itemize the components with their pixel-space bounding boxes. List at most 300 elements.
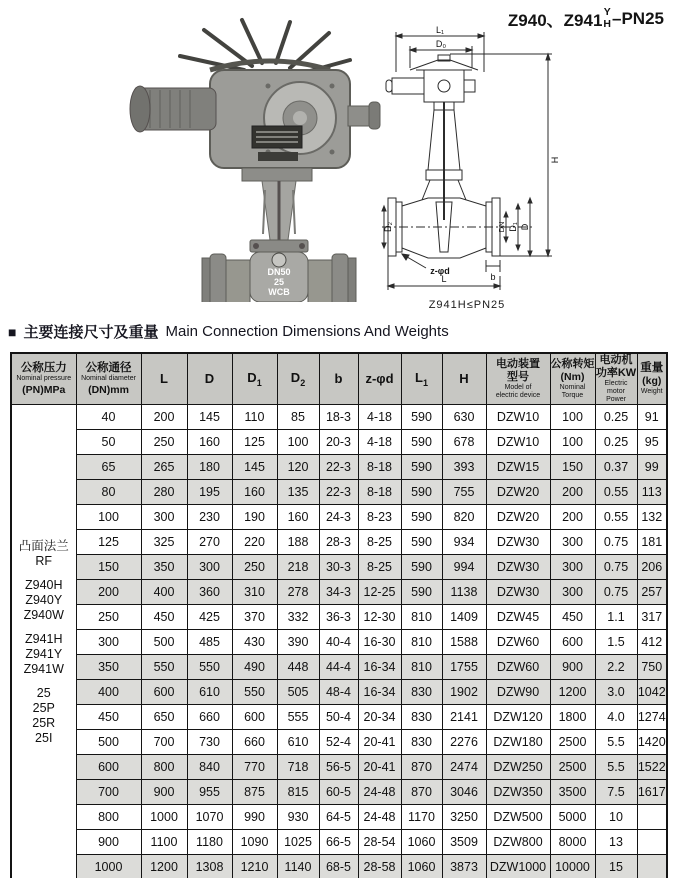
table-cell: 500 [141,630,187,655]
table-cell: 8-18 [358,480,401,505]
table-cell: DZW15 [486,455,550,480]
table-cell: 1274 [637,705,667,730]
table-cell: 8-25 [358,530,401,555]
table-cell: 1210 [232,855,277,878]
table-cell: 934 [442,530,486,555]
table-cell: 770 [232,755,277,780]
table-cell: 5.5 [595,730,637,755]
table-cell: 448 [277,655,319,680]
table-cell: 190 [232,505,277,530]
table-cell: 40-4 [319,630,358,655]
table-cell: 718 [277,755,319,780]
table-cell: 1070 [187,805,232,830]
table-cell: 5000 [550,805,595,830]
table-cell: DZW30 [486,530,550,555]
table-cell: 0.25 [595,430,637,455]
table-cell: 135 [277,480,319,505]
table-cell: 30-3 [319,555,358,580]
table-cell: 830 [401,680,442,705]
table-cell: 660 [187,705,232,730]
table-cell: 430 [232,630,277,655]
table-cell: 900 [76,830,141,855]
table-cell: 16-30 [358,630,401,655]
col-header-zd: z-φd [358,353,401,405]
table-cell: 7.5 [595,780,637,805]
pressure-line: Z940Y [25,592,63,607]
table-cell: 1060 [401,855,442,878]
table-cell: 1755 [442,655,486,680]
table-cell: 678 [442,430,486,455]
table-cell: 195 [187,480,232,505]
table-cell: 930 [277,805,319,830]
table-cell: 28-54 [358,830,401,855]
table-cell: 220 [232,530,277,555]
table-cell: DZW120 [486,705,550,730]
table-cell: 1.1 [595,605,637,630]
table-cell: 300 [141,505,187,530]
table-cell: 650 [141,705,187,730]
table-cell: 300 [550,555,595,580]
table-cell: 1170 [401,805,442,830]
col-header-diameter: 公称通径 Nominal diameter (DN)mm [76,353,141,405]
table-cell: 590 [401,555,442,580]
table-cell: 412 [637,630,667,655]
table-cell: 257 [637,580,667,605]
table-cell: 610 [277,730,319,755]
table-cell: 64-5 [319,805,358,830]
table-cell: 610 [187,680,232,705]
table-header-row [11,353,667,405]
col-header-D2: $D_2$ [277,353,319,405]
dim-label-DN: DN [497,221,506,233]
table-cell: 2141 [442,705,486,730]
table-cell: 3046 [442,780,486,805]
table-cell: 160 [277,505,319,530]
table-cell: 4-18 [358,405,401,430]
table-cell: 3509 [442,830,486,855]
section-heading [8,321,449,342]
section-heading-cn: 主要连接尺寸及重量 [23,324,159,341]
table-cell: 100 [76,505,141,530]
table-cell: 100 [277,430,319,455]
col-header-H: H [442,353,486,405]
table-row [11,405,667,430]
table-cell: 555 [277,705,319,730]
table-cell: 500 [76,730,141,755]
table-cell: 145 [187,405,232,430]
table-cell: 66-5 [319,830,358,855]
table-cell: 80 [76,480,141,505]
table-cell: 270 [187,530,232,555]
table-cell: 20-41 [358,755,401,780]
table-cell: 600 [550,630,595,655]
table-cell: 150 [550,455,595,480]
table-cell [637,805,667,830]
pressure-line: Z941Y [25,646,63,661]
table-cell: 44-4 [319,655,358,680]
table-cell: 630 [442,405,486,430]
table-cell: 600 [232,705,277,730]
table-cell: DZW1000 [486,855,550,878]
table-cell: 310 [232,580,277,605]
table-cell: 8000 [550,830,595,855]
pressure-line: Z941W [23,661,64,676]
table-cell: 393 [442,455,486,480]
table-cell: DZW10 [486,430,550,455]
table-cell: 160 [187,430,232,455]
table-cell: 900 [550,655,595,680]
table-cell: 99 [637,455,667,480]
table-cell: 40 [76,405,141,430]
nameplate-line-2: 25 [273,277,285,287]
table-cell: 20-41 [358,730,401,755]
table-cell: DZW45 [486,605,550,630]
table-cell: 1000 [141,805,187,830]
table-row [11,805,667,830]
table-cell: 3873 [442,855,486,878]
table-cell: 1000 [76,855,141,878]
table-cell: 810 [401,630,442,655]
table-cell: 300 [76,630,141,655]
table-cell: 218 [277,555,319,580]
table-cell: 0.25 [595,405,637,430]
pressure-line [12,623,76,632]
table-cell: 10000 [550,855,595,878]
col-header-D1: $D_1$ [232,353,277,405]
table-cell: 24-48 [358,805,401,830]
table-cell: DZW500 [486,805,550,830]
table-cell: 265 [141,455,187,480]
table-cell: 1090 [232,830,277,855]
table-cell: 12-25 [358,580,401,605]
table-cell: 50-4 [319,705,358,730]
table-cell: 85 [277,405,319,430]
table-cell: 20-3 [319,430,358,455]
table-cell: 65 [76,455,141,480]
table-cell: 50 [76,430,141,455]
table-cell: 1200 [550,680,595,705]
table-row [11,505,667,530]
table-cell: 10 [595,805,637,830]
table-cell: 0.75 [595,580,637,605]
table-cell: 870 [401,755,442,780]
table-cell: DZW60 [486,630,550,655]
table-row [11,480,667,505]
table-cell: 1200 [141,855,187,878]
table-cell: 18-3 [319,405,358,430]
table-cell: 600 [141,680,187,705]
table-cell: DZW10 [486,405,550,430]
table-cell: 91 [637,405,667,430]
table-cell: 1138 [442,580,486,605]
table-cell: 550 [232,680,277,705]
table-cell: 278 [277,580,319,605]
table-cell: 0.55 [595,505,637,530]
table-cell: 110 [232,405,277,430]
table-cell: 3500 [550,780,595,805]
table-cell: 1060 [401,830,442,855]
table-cell: 181 [637,530,667,555]
table-cell: 590 [401,430,442,455]
col-header-weight: 重量 (kg) Weight [637,353,667,405]
table-cell: 15 [595,855,637,878]
table-cell: 0.75 [595,530,637,555]
dim-label-D1: D₁ [508,222,518,232]
table-cell: 485 [187,630,232,655]
col-header-torque: 公称转矩 (Nm) Nominal Torque [550,353,595,405]
pressure-line: Z940H [24,577,63,592]
table-cell: 600 [76,755,141,780]
table-cell: 390 [277,630,319,655]
table-cell: 730 [187,730,232,755]
table-cell: 550 [141,655,187,680]
dim-label-b: b [490,272,496,282]
table-cell: 660 [232,730,277,755]
table-cell: 325 [141,530,187,555]
table-cell: 145 [232,455,277,480]
section-bullet-icon: ■ [8,323,17,340]
title-prefix: Z940、Z941 [507,11,603,30]
pressure-line [12,677,76,686]
table-cell: 68-5 [319,855,358,878]
table-cell: 1042 [637,680,667,705]
table-cell: 1.5 [595,630,637,655]
table-cell: 350 [141,555,187,580]
table-cell: 2500 [550,755,595,780]
pressure-line: 25 [36,685,51,700]
table-cell: 800 [141,755,187,780]
drawing-caption: Z941H≤PN25 [428,299,506,311]
table-cell: 800 [76,805,141,830]
table-cell: 4-18 [358,430,401,455]
table-cell: 830 [401,705,442,730]
table-cell: 16-34 [358,655,401,680]
table-cell: 22-3 [319,455,358,480]
table-row [11,580,667,605]
table-cell: 1800 [550,705,595,730]
table-cell: 490 [232,655,277,680]
table-cell: 206 [637,555,667,580]
table-cell: 4.0 [595,705,637,730]
table-cell: 332 [277,605,319,630]
table-cell: 0.55 [595,480,637,505]
table-cell: 188 [277,530,319,555]
table-cell: 300 [187,555,232,580]
table-row [11,730,667,755]
table-row [11,655,667,680]
table-cell: 280 [141,480,187,505]
table-cell: 300 [550,530,595,555]
table-cell: 24-3 [319,505,358,530]
table-cell: 810 [401,605,442,630]
table-cell: 550 [187,655,232,680]
table-cell: 1522 [637,755,667,780]
col-header-pressure: 公称压力 Nominal pressure (PN)MPa [11,353,76,405]
table-cell: 120 [277,455,319,480]
table-cell: 100 [550,405,595,430]
table-cell: 2276 [442,730,486,755]
table-cell: 955 [187,780,232,805]
table-cell: 8-25 [358,555,401,580]
table-cell: 300 [550,580,595,605]
table-cell [637,830,667,855]
table-cell: 3.0 [595,680,637,705]
table-cell: 150 [76,555,141,580]
table-cell: 830 [401,730,442,755]
table-cell: 590 [401,480,442,505]
col-header-model: 电动装置 型号 Model of electric device [486,353,550,405]
table-cell: 2474 [442,755,486,780]
dim-label-D2: D₂ [383,222,393,232]
pressure-line: Z941H [24,631,63,646]
table-cell: 5.5 [595,755,637,780]
table-cell: DZW250 [486,755,550,780]
table-cell: 113 [637,480,667,505]
table-cell: 3250 [442,805,486,830]
table-cell: 1308 [187,855,232,878]
table-cell: 0.37 [595,455,637,480]
table-cell: 875 [232,780,277,805]
table-cell: DZW90 [486,680,550,705]
table-cell: DZW30 [486,580,550,605]
table-cell: 250 [141,430,187,455]
table-cell: 100 [550,430,595,455]
table-cell: 1100 [141,830,187,855]
table-cell: 28-58 [358,855,401,878]
table-cell: 1902 [442,680,486,705]
table-cell: 590 [401,455,442,480]
table-cell: 36-3 [319,605,358,630]
table-cell: 250 [232,555,277,580]
table-cell: 1617 [637,780,667,805]
pressure-line [12,569,76,578]
table-cell: DZW20 [486,480,550,505]
table-cell: 590 [401,530,442,555]
table-cell: 0.75 [595,555,637,580]
table-cell: 1140 [277,855,319,878]
pressure-line: 凸面法兰 [18,538,69,553]
table-cell: 180 [187,455,232,480]
col-header-L1: $L_1$ [401,353,442,405]
table-cell: 1588 [442,630,486,655]
table-cell: 24-48 [358,780,401,805]
table-cell: 12-30 [358,605,401,630]
table-body [11,405,667,878]
table-cell: 994 [442,555,486,580]
table-cell: 160 [232,480,277,505]
table-cell: 28-3 [319,530,358,555]
table-row [11,680,667,705]
pressure-line: 25P [32,700,55,715]
pressure-line: 25R [32,715,56,730]
table-cell: 8-18 [358,455,401,480]
dim-label-L: L [441,274,447,284]
table-cell: 590 [401,580,442,605]
table-cell: DZW180 [486,730,550,755]
table-cell: 52-4 [319,730,358,755]
table-cell: 13 [595,830,637,855]
pressure-class-cell [11,405,76,878]
col-header-D: D [187,353,232,405]
table-row [11,755,667,780]
title-variant-bottom: H [603,17,612,30]
table-cell [637,855,667,878]
table-cell: 200 [76,580,141,605]
dim-label-L1: L₁ [435,25,445,35]
table-cell: 8-23 [358,505,401,530]
table-row [11,455,667,480]
table-cell: DZW20 [486,505,550,530]
table-cell: 370 [232,605,277,630]
col-header-b: b [319,353,358,405]
table-cell: 990 [232,805,277,830]
section-heading-en: Main Connection Dimensions And Weights [165,323,449,340]
table-cell: 815 [277,780,319,805]
table-cell: DZW30 [486,555,550,580]
table-cell: 317 [637,605,667,630]
table-cell: 22-3 [319,480,358,505]
table-cell: 48-4 [319,680,358,705]
table-cell: 450 [141,605,187,630]
table-cell: 200 [550,505,595,530]
table-cell: 2.2 [595,655,637,680]
table-cell: 20-34 [358,705,401,730]
title-variant-top: Y [603,6,611,19]
dim-label-zd: z-φd [430,266,450,276]
table-row [11,830,667,855]
dim-label-D: D [520,223,530,231]
table-cell: 750 [637,655,667,680]
table-cell: 810 [401,655,442,680]
table-cell: 1180 [187,830,232,855]
table-cell: 505 [277,680,319,705]
table-cell: 870 [401,780,442,805]
table-cell: 1409 [442,605,486,630]
dim-label-D0: D₀ [435,39,447,49]
table-row [11,630,667,655]
table-row [11,530,667,555]
table-cell: 590 [401,405,442,430]
table-cell: 400 [76,680,141,705]
table-cell: 200 [141,405,187,430]
table-cell: 1420 [637,730,667,755]
table-cell: DZW60 [486,655,550,680]
pressure-line: Z940W [23,607,64,622]
table-cell: 230 [187,505,232,530]
dim-label-H: H [550,156,560,164]
table-cell: 900 [141,780,187,805]
table-cell: 2500 [550,730,595,755]
col-header-power: 电动机 功率KW Electric motor Power [595,354,637,403]
table-cell: 1025 [277,830,319,855]
table-cell: 16-34 [358,680,401,705]
table-cell: 250 [76,605,141,630]
table-cell: 700 [76,780,141,805]
table-cell: 132 [637,505,667,530]
table-cell: 56-5 [319,755,358,780]
table-cell: DZW350 [486,780,550,805]
table-cell: 360 [187,580,232,605]
title-suffix: –PN25 [612,8,664,28]
table-cell: 400 [141,580,187,605]
nameplate-line-1: DN50 [267,267,291,277]
table-cell: DZW800 [486,830,550,855]
col-header-L: L [141,353,187,405]
table-cell: 840 [187,755,232,780]
valve-photo [92,8,384,302]
nameplate-line-3: WCB [268,287,290,297]
table-cell: 450 [76,705,141,730]
